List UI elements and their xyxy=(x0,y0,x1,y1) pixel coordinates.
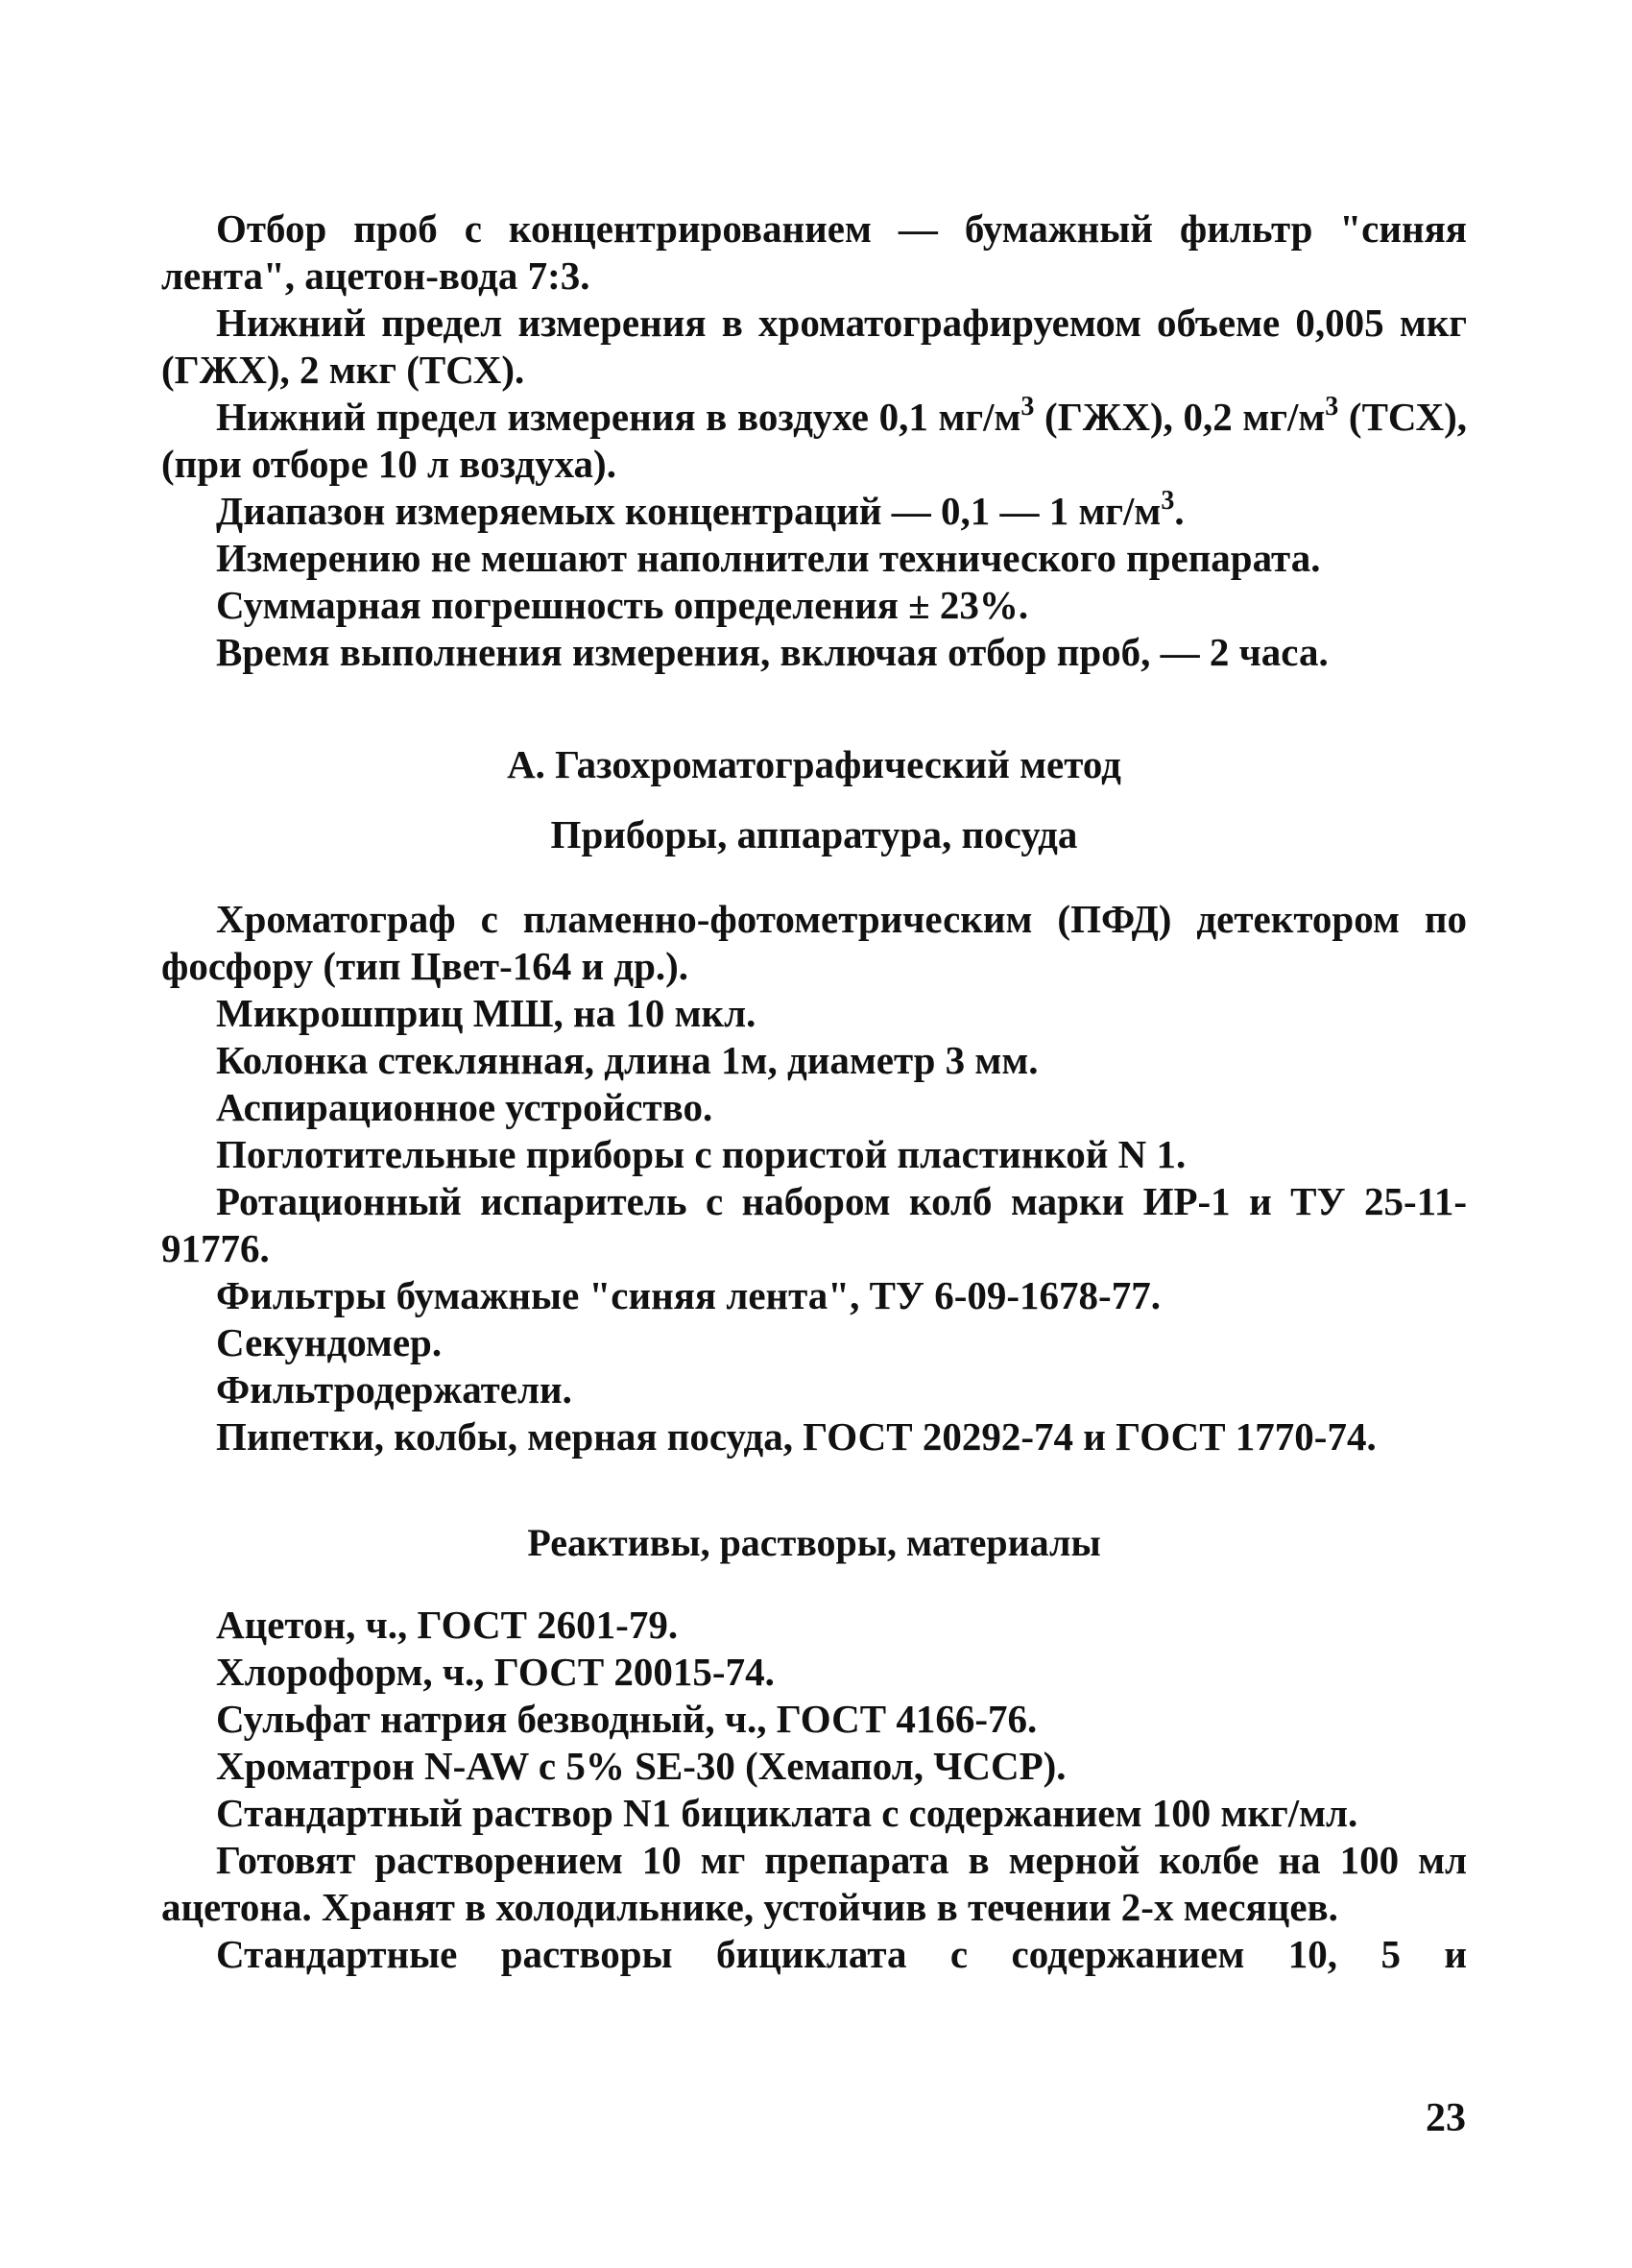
reagent-item: Стандартные растворы бициклата с содержанием 10, 5 и xyxy=(216,1932,1467,1976)
reagent-item: Готовят растворением 10 мг препарата в мерной колбе на 100 мл ацетона. Хранят в холодильнике, устойчив в течении 2-х месяцев. xyxy=(161,1838,1467,1929)
device-item: Колонка стеклянная, длина 1м, диаметр 3 мм. xyxy=(216,1038,1039,1082)
reagent-item: Ацетон, ч., ГОСТ 2601-79. xyxy=(216,1603,679,1647)
superscript: 3 xyxy=(1325,392,1339,422)
text-fragment: (ТСХ), (при отборе 10 л воздуха). xyxy=(161,395,1467,486)
device-item: Аспирационное устройство. xyxy=(216,1085,713,1129)
reagents-list xyxy=(161,1602,1467,1978)
paragraph-lower-limit-volume: Нижний предел измерения в хроматографируемом объеме 0,005 мкг (ГЖХ), 2 мкг (ТСХ). xyxy=(161,301,1467,392)
device-item: Ротационный испаритель с набором колб марки ИР-1 и ТУ 25-11-91776. xyxy=(161,1179,1467,1270)
paragraph-fillers: Измерению не мешают наполнители технического препарата. xyxy=(216,536,1321,580)
device-item: Фильтры бумажные "синяя лента", ТУ 6-09-1678-77. xyxy=(216,1273,1161,1317)
devices-list xyxy=(161,896,1467,1460)
superscript: 3 xyxy=(1161,486,1175,516)
text-fragment: Нижний предел измерения в воздухе 0,1 мг/м xyxy=(216,395,1021,439)
reagent-item: Стандартный раствор N1 бициклата с содержанием 100 мкг/мл. xyxy=(216,1791,1358,1835)
device-item: Хроматограф с пламенно-фотометрическим (ПФД) детектором по фосфору (тип Цвет-164 и др.). xyxy=(161,897,1467,988)
reagent-item: Хроматрон N-AW с 5% SE-30 (Хемапол, ЧССР). xyxy=(216,1744,1067,1788)
heading-gas-chromatography: А. Газохроматографический метод xyxy=(507,742,1121,786)
superscript: 3 xyxy=(1020,392,1035,422)
device-item: Пипетки, колбы, мерная посуда, ГОСТ 20292-74 и ГОСТ 1770-74. xyxy=(216,1414,1377,1459)
heading-reagents: Реактивы, растворы, материалы xyxy=(527,1521,1101,1564)
paragraph-range xyxy=(161,488,1467,535)
device-item: Поглотительные приборы с пористой пластинкой N 1. xyxy=(216,1132,1187,1176)
paragraph-duration: Время выполнения измерения, включая отбор проб, — 2 часа. xyxy=(216,630,1329,674)
device-item: Секундомер. xyxy=(216,1320,443,1364)
text-fragment: . xyxy=(1174,489,1185,533)
section-intro xyxy=(161,205,1467,676)
page-number: 23 xyxy=(1426,2096,1466,2140)
reagent-item: Хлороформ, ч., ГОСТ 20015-74. xyxy=(216,1650,775,1694)
reagent-item: Сульфат натрия безводный, ч., ГОСТ 4166-76. xyxy=(216,1697,1038,1741)
text-fragment: (ГЖХ), 0,2 мг/м xyxy=(1034,395,1326,439)
device-item: Микрошприц МШ, на 10 мкл. xyxy=(216,991,756,1035)
text-fragment: Диапазон измеряемых концентраций — 0,1 — 1 мг/м xyxy=(216,489,1162,533)
paragraph-sampling: Отбор проб с концентрированием — бумажный фильтр "синяя лента", ацетон-вода 7:3. xyxy=(161,206,1467,298)
paragraph-error: Суммарная погрешность определения ± 23%. xyxy=(216,583,1029,627)
heading-devices: Приборы, аппаратура, посуда xyxy=(550,812,1078,857)
paragraph-lower-limit-air xyxy=(161,394,1467,488)
device-item: Фильтродержатели. xyxy=(216,1367,572,1411)
